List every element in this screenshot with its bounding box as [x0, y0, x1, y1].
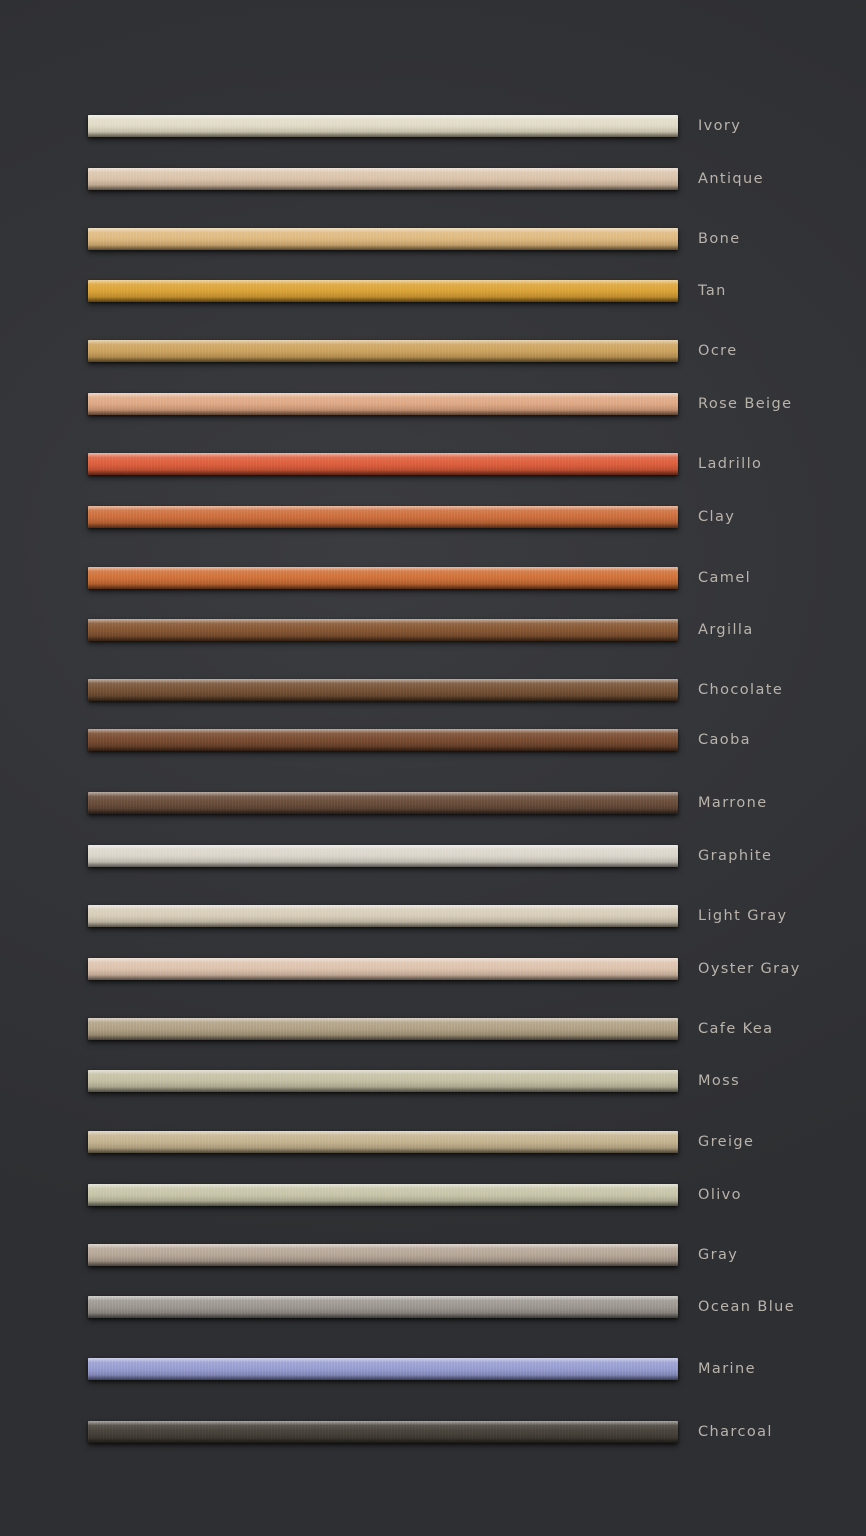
color-strip-wrapper — [88, 729, 678, 751]
color-strip-wrapper — [88, 845, 678, 867]
swatch-row[interactable] — [88, 338, 818, 364]
swatch-label: Caoba — [698, 732, 751, 748]
color-strip-wrapper — [88, 619, 678, 641]
swatch-label: Tan — [698, 283, 727, 299]
swatch-label: Charcoal — [698, 1424, 773, 1440]
strip-texture — [88, 280, 678, 302]
strip-texture — [88, 845, 678, 867]
strip-texture — [88, 1018, 678, 1040]
strip-texture — [88, 619, 678, 641]
strip-texture — [88, 1244, 678, 1266]
strip-sheen — [88, 1070, 678, 1092]
swatch-row[interactable] — [88, 956, 818, 982]
swatch-row[interactable] — [88, 278, 818, 304]
color-strip[interactable] — [88, 619, 678, 641]
strip-sheen — [88, 340, 678, 362]
strip-sheen — [88, 506, 678, 528]
color-strip-wrapper — [88, 1184, 678, 1206]
strip-sheen — [88, 1358, 678, 1380]
strip-texture — [88, 340, 678, 362]
color-strip-wrapper — [88, 679, 678, 701]
strip-texture — [88, 506, 678, 528]
strip-sheen — [88, 905, 678, 927]
swatch-label: Antique — [698, 171, 764, 187]
strip-texture — [88, 567, 678, 589]
swatch-label: Ivory — [698, 118, 742, 134]
swatch-label: Cafe Kea — [698, 1021, 774, 1037]
strip-sheen — [88, 1244, 678, 1266]
swatch-row[interactable] — [88, 1016, 818, 1042]
swatch-label: Moss — [698, 1073, 741, 1089]
color-strip-wrapper — [88, 280, 678, 302]
strip-sheen — [88, 792, 678, 814]
swatch-row[interactable] — [88, 1294, 818, 1320]
swatch-row[interactable] — [88, 113, 818, 139]
color-strip[interactable] — [88, 905, 678, 927]
color-strip-wrapper — [88, 1131, 678, 1153]
swatch-row[interactable] — [88, 677, 818, 703]
color-strip[interactable] — [88, 1070, 678, 1092]
strip-sheen — [88, 619, 678, 641]
swatch-row[interactable] — [88, 166, 818, 192]
color-strip[interactable] — [88, 1421, 678, 1443]
color-strip[interactable] — [88, 506, 678, 528]
color-strip-wrapper — [88, 1421, 678, 1443]
swatch-label: Chocolate — [698, 682, 784, 698]
color-strip-wrapper — [88, 228, 678, 250]
swatch-row[interactable] — [88, 1242, 818, 1268]
color-strip[interactable] — [88, 280, 678, 302]
swatch-label: Greige — [698, 1134, 755, 1150]
color-strip[interactable] — [88, 228, 678, 250]
swatch-label: Clay — [698, 509, 736, 525]
swatch-row[interactable] — [88, 1182, 818, 1208]
swatch-label: Camel — [698, 570, 752, 586]
color-strip[interactable] — [88, 115, 678, 137]
color-strip-wrapper — [88, 958, 678, 980]
strip-sheen — [88, 729, 678, 751]
strip-texture — [88, 1131, 678, 1153]
swatch-label: Marrone — [698, 795, 768, 811]
strip-texture — [88, 1070, 678, 1092]
strip-sheen — [88, 1018, 678, 1040]
color-strip[interactable] — [88, 393, 678, 415]
swatch-label: Graphite — [698, 848, 773, 864]
color-strip-wrapper — [88, 115, 678, 137]
strip-texture — [88, 228, 678, 250]
swatch-row[interactable] — [88, 451, 818, 477]
color-strip[interactable] — [88, 168, 678, 190]
swatch-row[interactable] — [88, 504, 818, 530]
swatch-row[interactable] — [88, 1068, 818, 1094]
strip-sheen — [88, 280, 678, 302]
swatch-label: Bone — [698, 231, 741, 247]
color-strip[interactable] — [88, 679, 678, 701]
color-strip-wrapper — [88, 567, 678, 589]
color-strip[interactable] — [88, 1358, 678, 1380]
color-strip[interactable] — [88, 845, 678, 867]
color-strip-wrapper — [88, 1018, 678, 1040]
strip-sheen — [88, 1184, 678, 1206]
strip-sheen — [88, 958, 678, 980]
strip-sheen — [88, 393, 678, 415]
swatch-row[interactable] — [88, 226, 818, 252]
color-strip-wrapper — [88, 1070, 678, 1092]
strip-sheen — [88, 1421, 678, 1443]
swatch-label: Marine — [698, 1361, 756, 1377]
color-strip-wrapper — [88, 1296, 678, 1318]
swatch-label: Ocean Blue — [698, 1299, 796, 1315]
swatch-row[interactable] — [88, 1419, 818, 1445]
strip-sheen — [88, 228, 678, 250]
color-strip[interactable] — [88, 1184, 678, 1206]
strip-texture — [88, 115, 678, 137]
strip-sheen — [88, 115, 678, 137]
color-strip-wrapper — [88, 506, 678, 528]
color-strip-wrapper — [88, 340, 678, 362]
color-strip[interactable] — [88, 1244, 678, 1266]
strip-sheen — [88, 567, 678, 589]
color-strip-wrapper — [88, 453, 678, 475]
color-strip[interactable] — [88, 729, 678, 751]
strip-sheen — [88, 679, 678, 701]
strip-texture — [88, 792, 678, 814]
color-strip[interactable] — [88, 340, 678, 362]
strip-texture — [88, 393, 678, 415]
strip-sheen — [88, 1131, 678, 1153]
strip-sheen — [88, 168, 678, 190]
swatch-label: Oyster Gray — [698, 961, 801, 977]
color-strip[interactable] — [88, 792, 678, 814]
strip-texture — [88, 1358, 678, 1380]
strip-sheen — [88, 1296, 678, 1318]
strip-texture — [88, 958, 678, 980]
swatch-row[interactable] — [88, 727, 818, 753]
color-strip-wrapper — [88, 905, 678, 927]
swatch-label: Light Gray — [698, 908, 788, 924]
strip-sheen — [88, 453, 678, 475]
color-strip[interactable] — [88, 453, 678, 475]
swatch-row[interactable] — [88, 790, 818, 816]
color-strip[interactable] — [88, 567, 678, 589]
color-strip[interactable] — [88, 958, 678, 980]
color-strip[interactable] — [88, 1131, 678, 1153]
swatch-label: Ladrillo — [698, 456, 763, 472]
strip-texture — [88, 168, 678, 190]
swatch-row[interactable] — [88, 391, 818, 417]
strip-texture — [88, 453, 678, 475]
swatch-label: Ocre — [698, 343, 738, 359]
color-strip[interactable] — [88, 1296, 678, 1318]
strip-texture — [88, 1296, 678, 1318]
strip-texture — [88, 1184, 678, 1206]
swatch-row[interactable] — [88, 565, 818, 591]
swatch-row[interactable] — [88, 1129, 818, 1155]
color-strip-wrapper — [88, 1358, 678, 1380]
swatch-row[interactable] — [88, 903, 818, 929]
swatch-label: Argilla — [698, 622, 754, 638]
color-strip-wrapper — [88, 1244, 678, 1266]
swatch-label: Rose Beige — [698, 396, 793, 412]
swatch-label: Gray — [698, 1247, 739, 1263]
strip-texture — [88, 1421, 678, 1443]
color-strip-wrapper — [88, 168, 678, 190]
strip-texture — [88, 905, 678, 927]
swatch-label: Olivo — [698, 1187, 742, 1203]
swatch-row[interactable] — [88, 1356, 818, 1382]
color-strip-wrapper — [88, 792, 678, 814]
swatch-row[interactable] — [88, 617, 818, 643]
color-strip[interactable] — [88, 1018, 678, 1040]
swatch-row[interactable] — [88, 843, 818, 869]
color-strip-wrapper — [88, 393, 678, 415]
strip-texture — [88, 679, 678, 701]
strip-texture — [88, 729, 678, 751]
strip-sheen — [88, 845, 678, 867]
